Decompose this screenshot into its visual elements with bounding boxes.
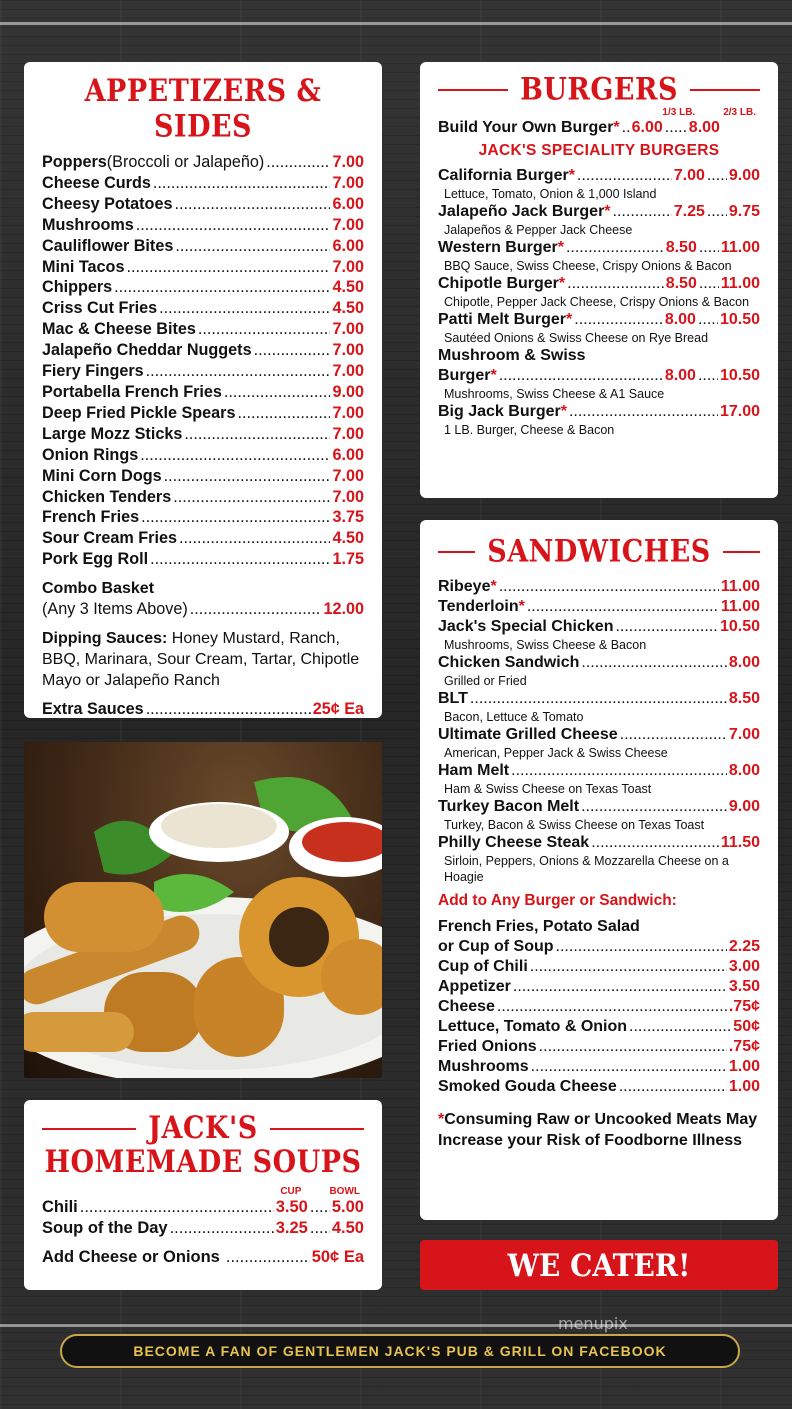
menu-item-row	[42, 215, 364, 236]
dot-leader	[581, 653, 726, 673]
burger-price-third: 7.00	[673, 167, 705, 184]
dot-leader	[470, 689, 727, 709]
speciality-burger-list	[438, 166, 760, 346]
dot-leader	[237, 403, 330, 424]
title-rule	[438, 89, 508, 91]
mushroom-swiss-name: Mushroom & Swiss	[438, 347, 586, 364]
we-cater-banner	[420, 1240, 778, 1290]
burger-price-third: 8.50	[665, 275, 697, 292]
item-name: Cheese Curds	[42, 173, 151, 192]
dot-leader	[577, 166, 672, 186]
dot-leader	[566, 238, 664, 258]
sandwich-name: BLT	[438, 690, 468, 707]
dot-leader	[613, 202, 672, 222]
soup-row	[42, 1197, 364, 1218]
asterisk: *	[568, 167, 575, 184]
item-name: Mini Corn Dogs	[42, 466, 162, 485]
addon-name: Appetizer	[438, 978, 511, 995]
addon-price: 50¢	[733, 1018, 760, 1035]
menu-item-row	[42, 319, 364, 340]
sandwich-row	[438, 597, 760, 617]
addon-row	[438, 1017, 760, 1037]
asterisk: *	[604, 203, 611, 220]
sandwich-price: 10.50	[719, 618, 760, 635]
burger-desc: Jalapeños & Pepper Jack Cheese	[444, 223, 633, 237]
dot-leader	[707, 202, 727, 222]
sandwich-price: 11.00	[720, 578, 760, 595]
sandwich-desc: American, Pepper Jack & Swiss Cheese	[444, 746, 668, 760]
dot-leader	[141, 507, 330, 528]
sandwich-price: 11.50	[720, 834, 760, 851]
warning-text: Consuming Raw or Uncooked Meats May Increase your Risk of Foodborne Illness	[438, 1111, 758, 1149]
sandwich-name: Ham Melt	[438, 762, 510, 779]
combo-sub: (Any 3 Items Above)	[42, 600, 188, 619]
soup-list	[42, 1197, 364, 1239]
sandwich-price: 8.00	[728, 762, 760, 779]
menu-item-row	[42, 340, 364, 361]
item-price: 4.50	[332, 299, 364, 318]
extra-label: Extra Sauces	[42, 700, 144, 719]
burger-desc: BBQ Sauce, Swiss Cheese, Crispy Onions & Bacon	[444, 259, 732, 273]
cup-header: CUP	[280, 1186, 302, 1197]
extra-sauces	[42, 699, 364, 720]
dot-leader	[184, 424, 330, 445]
menu-item-row	[42, 361, 364, 382]
addon-price: 1.00	[728, 1078, 760, 1095]
sandwich-row	[438, 725, 760, 745]
raw-meat-warning	[438, 1109, 760, 1151]
item-price: 4.50	[332, 278, 364, 297]
dot-leader	[629, 1017, 731, 1037]
dot-leader	[567, 274, 664, 294]
size-third-lb: 1/3 LB.	[662, 107, 696, 118]
asterisk: *	[518, 598, 525, 615]
sandwich-desc: Mushrooms, Swiss Cheese & Bacon	[444, 638, 647, 652]
dot-leader	[531, 1057, 727, 1077]
item-name: Cheesy Potatoes	[42, 194, 173, 213]
dot-leader	[569, 402, 718, 422]
sandwich-desc: Turkey, Bacon & Swiss Cheese on Texas Toast	[444, 818, 705, 832]
asterisk: *	[557, 239, 564, 256]
addon-row	[438, 1077, 760, 1097]
soup-row	[42, 1218, 364, 1239]
burger-row	[438, 310, 760, 330]
sandwich-name: Ribeye	[438, 578, 491, 595]
item-price: 7.00	[332, 257, 364, 276]
item-price: 4.50	[332, 529, 364, 548]
burger-desc: Lettuce, Tomato, Onion & 1,000 Island	[444, 187, 657, 201]
addon-name: Fried Onions	[438, 1038, 537, 1055]
addon-price: 1.00	[728, 1058, 760, 1075]
addon-first: French Fries, Potato Salad	[438, 918, 640, 935]
burger-row	[438, 274, 760, 294]
dot-leader	[310, 1218, 330, 1239]
soups-panel	[24, 1100, 382, 1290]
bottom-frame-line	[0, 1324, 792, 1327]
soups-title-line1: JACK'S	[148, 1110, 258, 1147]
item-price: 6.00	[332, 236, 364, 255]
burger-price-two-thirds: 11.00	[720, 275, 760, 292]
sandwich-row	[438, 761, 760, 781]
burger-size-headers	[438, 107, 760, 118]
dot-leader	[190, 599, 322, 620]
title-rule	[723, 551, 760, 553]
sandwiches-panel	[420, 520, 778, 1220]
dot-leader	[574, 310, 663, 330]
item-note: (Broccoli or Jalapeño)	[106, 153, 265, 171]
dipping-label: Dipping Sauces:	[42, 630, 168, 648]
item-name: Portabella French Fries	[42, 382, 222, 401]
facebook-banner-text: BECOME A FAN OF GENTLEMEN JACK'S PUB & GRILL ON FACEBOOK	[133, 1343, 667, 1359]
addon-name: Mushrooms	[438, 1058, 529, 1075]
dot-leader	[146, 361, 331, 382]
size-two-thirds-lb: 2/3 LB.	[723, 107, 756, 118]
soup-cup-price: 3.50	[275, 1198, 308, 1216]
burger-name: California Burger	[438, 167, 569, 184]
dot-leader	[170, 1218, 274, 1239]
burger-price-third: 7.25	[673, 203, 705, 220]
big-jack-desc: 1 LB. Burger, Cheese & Bacon	[444, 423, 615, 437]
mushroom-burger-name: Burger	[438, 367, 491, 384]
dot-leader	[174, 194, 330, 215]
dot-leader	[146, 699, 311, 720]
sandwich-desc: Ham & Swiss Cheese on Texas Toast	[444, 782, 652, 796]
addon-row	[438, 977, 760, 997]
burger-price-two-thirds: 10.50	[719, 311, 760, 328]
combo-title: Combo Basket	[42, 580, 155, 598]
item-price: 7.00	[332, 173, 364, 192]
item-name: Mac & Cheese Bites	[42, 320, 196, 339]
mushroom-swiss-desc: Mushrooms, Swiss Cheese & A1 Sauce	[444, 387, 665, 401]
dot-leader	[150, 549, 330, 570]
item-name: Onion Rings	[42, 445, 139, 464]
addon-first-line	[438, 917, 760, 937]
item-price: 7.00	[332, 487, 364, 506]
menu-item-row	[42, 194, 364, 215]
burger-price-third: 8.00	[664, 311, 696, 328]
dot-leader	[173, 487, 330, 508]
we-cater-text: WE CATER!	[507, 1246, 691, 1284]
menu-item-row	[42, 173, 364, 194]
item-name: Jalapeño Cheddar Nuggets	[42, 341, 252, 360]
soups-title-row	[42, 1112, 364, 1146]
mushroom-swiss-line1	[438, 346, 760, 366]
dot-leader	[615, 617, 717, 637]
dot-leader	[266, 152, 330, 173]
bowl-header: BOWL	[329, 1186, 360, 1197]
addon-name: Cup of Chili	[438, 958, 528, 975]
appetizers-title: APPETIZERS & SIDES	[84, 73, 322, 145]
dot-leader	[254, 340, 331, 361]
warning-asterisk: *	[438, 1111, 445, 1128]
sandwich-price: 9.00	[728, 798, 760, 815]
dot-leader	[175, 236, 330, 257]
dot-leader	[159, 298, 330, 319]
menu-item-row	[42, 152, 364, 173]
item-price: 7.00	[332, 424, 364, 443]
sandwich-row	[438, 797, 760, 817]
soups-title-line2: HOMEMADE SOUPS	[44, 1144, 362, 1181]
dot-leader	[513, 977, 727, 997]
sandwiches-title: SANDWICHES	[487, 533, 711, 570]
soup-bowl-price: 4.50	[331, 1219, 364, 1237]
appetizers-list	[42, 152, 364, 570]
item-price: 6.00	[332, 445, 364, 464]
soup-name: Chili	[42, 1198, 78, 1216]
burger-price-two-thirds: 9.75	[728, 203, 760, 220]
burger-row	[438, 202, 760, 222]
dot-leader	[699, 274, 719, 294]
asterisk: *	[566, 311, 573, 328]
mushroom-price-third: 8.00	[664, 367, 696, 384]
item-name: Poppers	[42, 153, 107, 171]
sandwich-list	[438, 577, 760, 885]
dot-leader	[511, 761, 727, 781]
burger-name: Western Burger	[438, 239, 558, 256]
dot-leader	[140, 445, 330, 466]
item-name: Chippers	[42, 278, 113, 297]
soup-name: Soup of the Day	[42, 1219, 168, 1237]
item-name: Pork Egg Roll	[42, 550, 149, 569]
burger-name: Jalapeño Jack Burger	[438, 203, 605, 220]
addon-list	[438, 937, 760, 1097]
menu-item-row	[42, 445, 364, 466]
dot-leader	[499, 577, 719, 597]
extra-price: 25¢ Ea	[312, 700, 364, 719]
burger-name: Chipotle Burger	[438, 275, 559, 292]
dot-leader	[499, 366, 663, 386]
burger-name: Patti Melt Burger	[438, 311, 567, 328]
burgers-panel	[420, 62, 778, 498]
item-price: 7.00	[332, 466, 364, 485]
asterisk: *	[490, 367, 497, 384]
sandwich-row	[438, 689, 760, 709]
burger-row	[438, 238, 760, 258]
burger-desc: Sautéed Onions & Swiss Cheese on Rye Bread	[444, 331, 709, 345]
sandwiches-title-row	[438, 533, 760, 570]
item-name: French Fries	[42, 508, 140, 527]
addon-name: Smoked Gouda Cheese	[438, 1078, 617, 1095]
dot-leader	[198, 319, 331, 340]
dot-leader	[539, 1037, 727, 1057]
menu-item-row	[42, 382, 364, 403]
burger-price-two-thirds: 9.00	[728, 167, 760, 184]
menu-item-row	[42, 277, 364, 298]
dot-leader	[530, 957, 727, 977]
burger-desc: Chipotle, Pepper Jack Cheese, Crispy Onions & Bacon	[444, 295, 750, 309]
dot-leader	[699, 238, 719, 258]
menu-item-row	[42, 466, 364, 487]
menu-item-row	[42, 424, 364, 445]
addon-row	[438, 937, 760, 957]
dot-leader	[80, 1197, 274, 1218]
addon-price: .75¢	[728, 1038, 760, 1055]
big-jack-burger	[438, 402, 760, 422]
item-name: Sour Cream Fries	[42, 529, 177, 548]
addon-title: Add to Any Burger or Sandwich:	[438, 892, 677, 909]
item-name: Chicken Tenders	[42, 487, 172, 506]
menu-item-row	[42, 507, 364, 528]
menu-item-row	[42, 298, 364, 319]
combo-basket	[42, 578, 364, 599]
item-name: Large Mozz Sticks	[42, 424, 183, 443]
dot-leader	[114, 277, 330, 298]
combo-price: 12.00	[323, 600, 364, 619]
soup-addon-label: Add Cheese or Onions	[42, 1248, 220, 1266]
dot-leader	[310, 1197, 330, 1218]
top-frame-line	[0, 22, 792, 25]
dot-leader	[591, 833, 719, 853]
title-rule	[438, 551, 475, 553]
food-photo	[24, 742, 382, 1078]
facebook-banner[interactable]	[60, 1334, 740, 1368]
item-price: 6.00	[332, 194, 364, 213]
dot-leader	[707, 166, 727, 186]
addon-price: 2.25	[728, 938, 760, 955]
addon-name: Cheese	[438, 998, 495, 1015]
sandwich-name: Jack's Special Chicken	[438, 618, 614, 635]
dot-leader	[665, 118, 687, 138]
byo-price-two-thirds: 8.00	[688, 119, 720, 136]
item-price: 7.00	[332, 153, 364, 171]
item-price: 7.00	[332, 320, 364, 339]
dot-leader	[164, 466, 331, 487]
item-name: Fiery Fingers	[42, 362, 144, 381]
item-price: 7.00	[332, 362, 364, 381]
addon-price: 3.00	[728, 958, 760, 975]
dot-leader	[527, 597, 719, 617]
dot-leader	[497, 997, 727, 1017]
item-name: Deep Fried Pickle Spears	[42, 403, 236, 422]
item-price: 1.75	[332, 550, 364, 569]
asterisk: *	[613, 119, 620, 136]
asterisk: *	[560, 403, 567, 420]
byo-name: Build Your Own Burger	[438, 119, 614, 136]
item-price: 7.00	[332, 403, 364, 422]
sandwich-name: Philly Cheese Steak	[438, 834, 590, 851]
addon-row	[438, 1057, 760, 1077]
asterisk: *	[490, 578, 497, 595]
soup-addon-price: 50¢ Ea	[311, 1248, 364, 1266]
dot-leader	[581, 797, 727, 817]
menu-item-row	[42, 487, 364, 508]
menu-item-row	[42, 528, 364, 549]
sandwich-row	[438, 653, 760, 673]
soup-bowl-price: 5.00	[331, 1198, 364, 1216]
dot-leader	[226, 1247, 310, 1268]
big-jack-name: Big Jack Burger	[438, 403, 561, 420]
dot-leader	[224, 382, 331, 403]
sandwich-desc: Grilled or Fried	[444, 674, 527, 688]
sandwich-desc: Bacon, Lettuce & Tomato	[444, 710, 584, 724]
dot-leader	[698, 366, 718, 386]
burger-row	[438, 166, 760, 186]
dot-leader	[153, 173, 331, 194]
sandwich-name: Turkey Bacon Melt	[438, 798, 580, 815]
mushroom-swiss-burger	[438, 366, 760, 386]
soup-cup-price: 3.25	[275, 1219, 308, 1237]
addon-name: or Cup of Soup	[438, 938, 554, 955]
menu-item-row	[42, 403, 364, 424]
title-rule	[270, 1128, 364, 1130]
item-price: 9.00	[332, 382, 364, 401]
dot-leader	[179, 528, 331, 549]
soup-addon	[42, 1247, 364, 1268]
burger-price-two-thirds: 11.00	[720, 239, 760, 256]
sandwich-name: Chicken Sandwich	[438, 654, 580, 671]
addon-row	[438, 957, 760, 977]
title-rule	[42, 1128, 136, 1130]
item-name: Cauliflower Bites	[42, 236, 174, 255]
menu-item-row	[42, 257, 364, 278]
item-name: Mushrooms	[42, 215, 134, 234]
dot-leader	[622, 118, 630, 138]
sandwich-price: 8.50	[728, 690, 760, 707]
sandwich-name: Tenderloin	[438, 598, 519, 615]
item-price: 7.00	[332, 215, 364, 234]
byo-price-third: 6.00	[631, 119, 663, 136]
sandwich-row	[438, 577, 760, 597]
burger-price-third: 8.50	[665, 239, 697, 256]
menu-item-row	[42, 236, 364, 257]
sandwich-price: 11.00	[720, 598, 760, 615]
sandwich-price: 7.00	[728, 726, 760, 743]
appetizers-panel	[24, 62, 382, 718]
sandwich-price: 8.00	[728, 654, 760, 671]
sandwich-row	[438, 617, 760, 637]
item-name: Mini Tacos	[42, 257, 125, 276]
title-rule	[690, 89, 760, 91]
dot-leader	[619, 1077, 727, 1097]
dot-leader	[698, 310, 718, 330]
build-your-own-burger	[438, 118, 760, 138]
mushroom-price-two-thirds: 10.50	[719, 367, 760, 384]
addon-row	[438, 997, 760, 1017]
watermark: menupix	[558, 1314, 628, 1333]
addon-price: .75¢	[728, 998, 760, 1015]
item-price: 7.00	[332, 341, 364, 360]
dot-leader	[126, 257, 330, 278]
sandwich-desc: Sirloin, Peppers, Onions & Mozzarella Cheese on a Hoagie	[444, 854, 729, 884]
dipping-sauces	[42, 628, 364, 691]
menu-item-row	[42, 549, 364, 570]
big-jack-price: 17.00	[719, 403, 760, 420]
addon-price: 3.50	[728, 978, 760, 995]
appetizer-platter-image	[24, 742, 382, 1078]
asterisk: *	[558, 275, 566, 292]
sandwich-name: Ultimate Grilled Cheese	[438, 726, 618, 743]
item-price: 3.75	[332, 508, 364, 527]
dipping-text: Honey Mustard, Ranch, BBQ, Marinara, Sour Cream, Tartar, Chipotle Mayo or Jalapeño Ranch	[42, 630, 360, 690]
combo-line	[42, 599, 364, 620]
addon-name: Lettuce, Tomato & Onion	[438, 1018, 628, 1035]
dot-leader	[556, 937, 727, 957]
item-name: Criss Cut Fries	[42, 299, 158, 318]
sandwich-row	[438, 833, 760, 853]
burgers-title: BURGERS	[520, 71, 678, 108]
dot-leader	[136, 215, 331, 236]
speciality-burgers-title: JACK'S SPECIALITY BURGERS	[478, 142, 720, 159]
dot-leader	[620, 725, 727, 745]
soup-size-headers	[42, 1186, 364, 1197]
addon-row	[438, 1037, 760, 1057]
burgers-title-row	[438, 71, 760, 108]
